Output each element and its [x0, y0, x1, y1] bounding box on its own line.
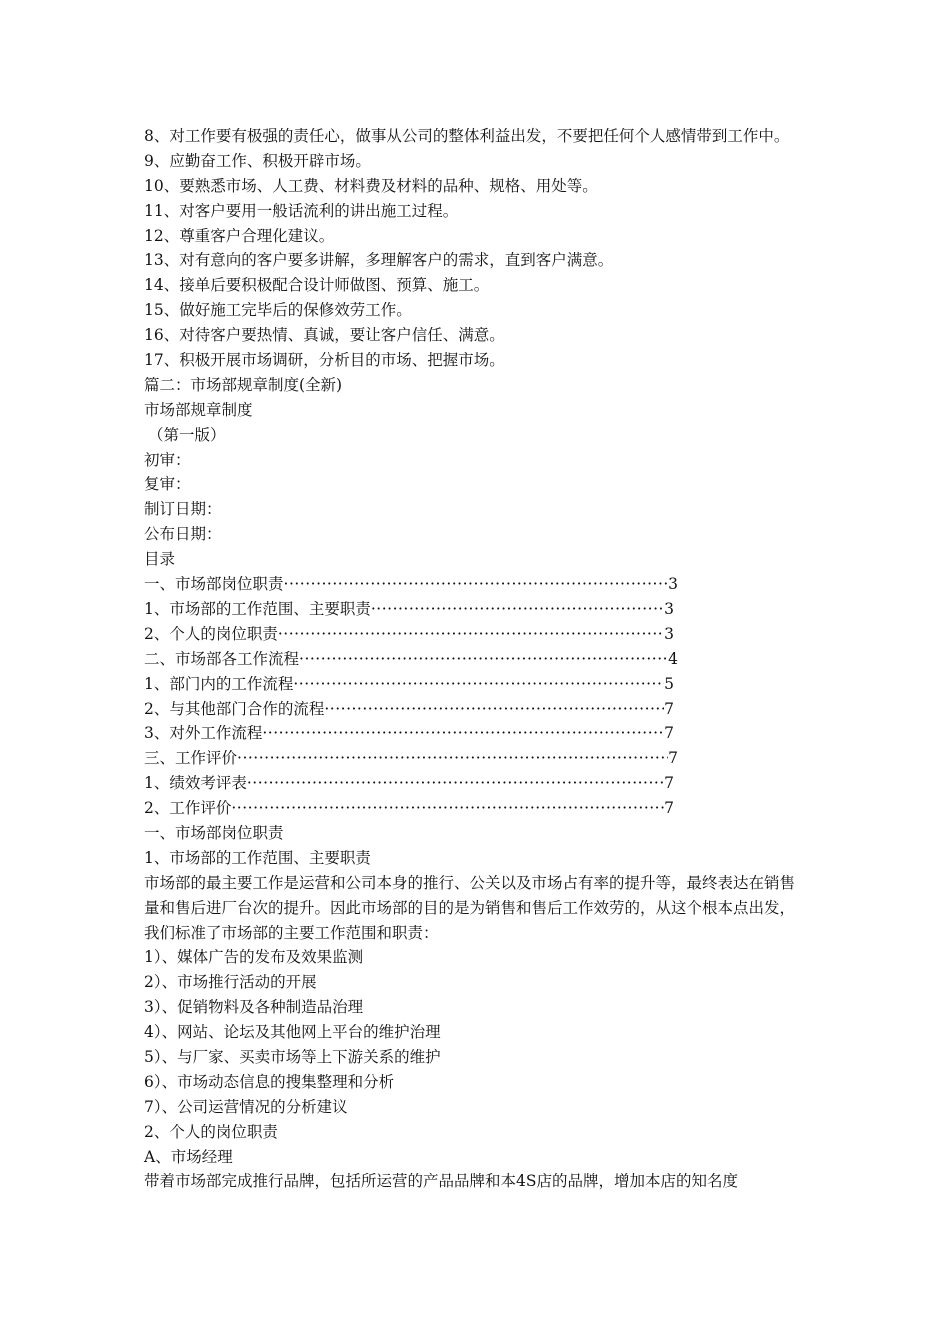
duty-item: 4）、网站、论坛及其他网上平台的维护治理: [144, 1023, 441, 1042]
toc-entry-label: 三、工作评价: [144, 749, 238, 768]
document-title: 市场部规章制度: [144, 400, 253, 419]
rule-item: 9、应勤奋工作、积极开辟市场。: [144, 151, 371, 170]
toc-entry-label: 3、对外工作流程: [144, 724, 263, 743]
toc-leader-dots: [324, 697, 664, 722]
toc-leader-dots: [299, 647, 668, 672]
toc-leader-dots: [231, 796, 664, 821]
toc-entry-label: 一、市场部岗位职责: [144, 575, 284, 594]
toc-entry-page: 7: [668, 749, 678, 768]
edition-label: （第一版）: [148, 425, 226, 444]
section-heading: 一、市场部岗位职责: [144, 823, 284, 842]
toc-leader-dots: [247, 771, 664, 796]
toc-entry: [144, 796, 674, 821]
toc-leader-dots: [237, 746, 668, 771]
toc-entry: [144, 721, 674, 746]
toc-entry-label: 2、个人的岗位职责: [144, 624, 278, 643]
made-date-label: 制订日期：: [144, 500, 222, 519]
toc-entry-page: 7: [664, 724, 674, 743]
toc-entry-page: 5: [664, 674, 674, 693]
toc-entry-page: 3: [668, 575, 678, 594]
toc-entry-label: 1、部门内的工作流程: [144, 674, 294, 693]
duty-item: 7）、公司运营情况的分析建议: [144, 1097, 348, 1116]
toc-entry: [144, 622, 674, 647]
rule-item: 13、对有意向的客户要多讲解，多理解客户的需求，直到客户满意。: [144, 251, 614, 270]
toc-entry-label: 2、与其他部门合作的流程: [144, 699, 325, 718]
first-review-label: 初审：: [144, 450, 191, 469]
toc-entry: [144, 771, 674, 796]
rule-item: 17、积极开展市场调研，分析目的市场、把握市场。: [144, 351, 505, 370]
publish-date-label: 公布日期：: [144, 525, 222, 544]
second-review-label: 复审：: [144, 475, 191, 494]
subsection-heading: 1、市场部的工作范围、主要职责: [144, 848, 371, 867]
toc-entry-label: 二、市场部各工作流程: [144, 649, 300, 668]
toc-entry-page: 7: [664, 774, 674, 793]
rule-item: 8、对工作要有极强的责任心，做事从公司的整体利益出发，不要把任何个人感情带到工作中。: [144, 127, 790, 145]
toc-entry-label: 2、工作评价: [144, 799, 232, 818]
role-description: 带着市场部完成推行品牌，包括所运营的产品品牌和本4S店的品牌，增加本店的知名度: [144, 1172, 738, 1191]
rule-item: 14、接单后要积极配合设计师做图、预算、施工。: [144, 276, 490, 295]
role-heading: A、市场经理: [144, 1147, 233, 1166]
toc-leader-dots: [293, 672, 664, 697]
duty-item: 1）、媒体广告的发布及效果监测: [144, 948, 364, 967]
rule-item: 11、对客户要用一般话流利的讲出施工过程。: [144, 201, 459, 220]
toc-heading: 目录: [144, 550, 176, 569]
toc-leader-dots: [371, 597, 664, 622]
document-page: [144, 124, 810, 1194]
duty-item: 6）、市场动态信息的搜集整理和分析: [144, 1072, 395, 1091]
toc-entry-page: 7: [664, 699, 674, 718]
toc-entry: [144, 697, 674, 722]
rule-item: 12、尊重客户合理化建议。: [144, 226, 335, 245]
toc-entry-page: 7: [664, 799, 674, 818]
part-title: 篇二：市场部规章制度(全新): [144, 375, 343, 394]
toc-entry: [144, 597, 674, 622]
toc-entry-page: 4: [668, 649, 678, 668]
toc-leader-dots: [284, 572, 669, 597]
toc-entry-page: 3: [664, 624, 674, 643]
duty-item: 5）、与厂家、买卖市场等上下游关系的维护: [144, 1048, 441, 1067]
rule-item: 15、做好施工完毕后的保修效劳工作。: [144, 301, 412, 320]
rule-item: 10、要熟悉市场、人工费、材料费及材料的品种、规格、用处等。: [144, 176, 598, 195]
toc-entry-label: 1、市场部的工作范围、主要职责: [144, 599, 371, 618]
duty-item: 3）、促销物料及各种制造品治理: [144, 998, 364, 1017]
subsection-heading: 2、个人的岗位职责: [144, 1122, 278, 1141]
toc-entry: [144, 746, 678, 771]
toc-leader-dots: [278, 622, 664, 647]
duty-item: 2）、市场推行活动的开展: [144, 973, 317, 992]
toc-entry: [144, 672, 674, 697]
toc-entry-label: 1、绩效考评表: [144, 774, 247, 793]
toc-entry: [144, 647, 678, 672]
toc-entry: [144, 572, 678, 597]
body-paragraph: 市场部的最主要工作是运营和公司本身的推行、公关以及市场占有率的提升等，最终表达在销售量和售后进厂台次的提升。因此市场部的目的是为销售和售后工作效劳的，从这个根本点出发，我们标准了市场部的主要工作范围和职责：: [144, 873, 796, 942]
toc-leader-dots: [262, 721, 664, 746]
rule-item: 16、对待客户要热情、真诚，要让客户信任、满意。: [144, 326, 505, 345]
toc-entry-page: 3: [664, 599, 674, 618]
